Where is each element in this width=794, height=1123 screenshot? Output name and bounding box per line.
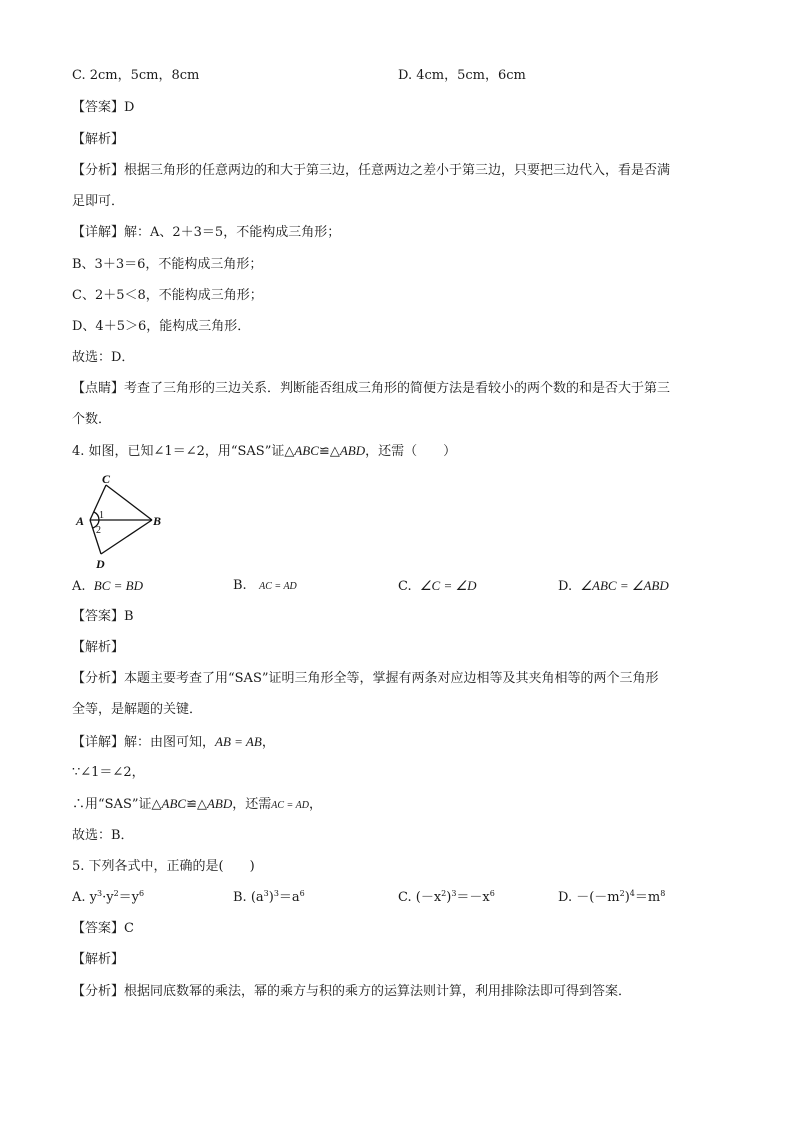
q4-stem-text: 4. 如图，已知∠1＝∠2，用“SAS”证 (72, 444, 285, 459)
q5-option-b: B. $(a^3)^3=a^6$ (233, 889, 305, 905)
q3-detail: 【详解】解：A、2＋3＝5，不能构成三角形； (72, 225, 341, 240)
label-b: B (153, 514, 162, 528)
q3-analysis-line2: 足即可． (72, 194, 125, 209)
q3-comment-line1: 【点睛】考查了三角形的三边关系．判断能否组成三角形的简便方法是看较小的两个数的和是否大于第三 (72, 381, 671, 396)
option-text: ∠ABC = ∠ABD (580, 578, 669, 593)
option-label: D. (558, 579, 573, 594)
option-label: C. (398, 579, 412, 594)
triangle-symbol: △ (151, 797, 162, 812)
label-angle-2: 2 (96, 525, 101, 536)
q4-because: ∵∠1＝∠2， (72, 765, 145, 780)
q5-option-c: C. $(-x^2)^3=-x^6$ (398, 889, 495, 905)
q3-option-d: D. 4cm，5cm，6cm (398, 68, 526, 83)
congruent-symbol: ≌△ (186, 797, 207, 812)
segment-cb (106, 485, 152, 520)
q5-stem: 5. 下列各式中，正确的是( ) (72, 859, 255, 874)
triangle-abc: ABC (294, 443, 319, 458)
equation: AB = AB (215, 734, 262, 749)
triangle-abd: ABD (206, 796, 233, 811)
triangle-abc: ABC (161, 796, 187, 811)
option-text: BC = BD (93, 578, 144, 593)
q4-option-c (398, 577, 477, 596)
q3-detail-c: C、2＋5＜8，不能构成三角形； (72, 288, 263, 303)
q4-choice: 故选：B． (72, 828, 134, 843)
triangle-symbol: △ (284, 444, 295, 459)
therefore-tail: ， (308, 797, 322, 812)
q3-detail-b: B、3＋3＝6，不能构成三角形； (72, 257, 263, 272)
q3-choice: 故选：D． (72, 350, 135, 365)
q4-analysis-line2: 全等，是解题的关键． (72, 702, 203, 717)
option-text: ∠C = ∠D (419, 578, 477, 593)
q3-answer: 【答案】D (72, 100, 135, 115)
q4-option-a (72, 577, 143, 596)
q4-jiexi-heading: 【解析】 (72, 640, 125, 655)
detail-text: 【详解】解：由图可知， (72, 735, 216, 750)
label-a: A (76, 514, 85, 528)
option-label: A. (72, 579, 86, 594)
q4-option-d (558, 577, 669, 596)
q4-detail (72, 733, 275, 752)
q5-jiexi-heading: 【解析】 (72, 952, 125, 967)
option-text: AC = AD (259, 581, 297, 592)
q3-option-c: C. 2cm，5cm，8cm (72, 68, 200, 83)
q3-analysis-line1: 【分析】根据三角形的任意两边的和大于第三边，任意两边之差小于第三边，只要把三边代入，看是否满 (72, 163, 671, 178)
congruent-symbol: ≌△ (318, 444, 340, 459)
q4-figure (72, 472, 164, 572)
triangle-abd: ABD (339, 443, 366, 458)
q4-stem-tail: ，还需（ ） (365, 444, 457, 459)
q4-analysis-line1: 【分析】本题主要考查了用“SAS”证明三角形全等，掌握有两条对应边相等及其夹角相等的两个三角形 (72, 671, 659, 686)
q3-comment-line2: 个数． (72, 412, 112, 427)
q4-option-b (233, 577, 297, 596)
q5-answer: 【答案】C (72, 921, 134, 936)
option-label: B. (233, 578, 247, 593)
label-angle-1: 1 (99, 510, 104, 521)
therefore-text: ∴用“SAS”证 (72, 797, 152, 812)
q5-option-a: A. $y^3\cdot y^2=y^6$ (72, 889, 145, 905)
q4-stem (72, 442, 456, 461)
therefore-mid: ，还需 (232, 797, 272, 812)
q3-jiexi-heading: 【解析】 (72, 132, 125, 147)
detail-tail: ， (261, 735, 275, 750)
equation: AC = AD (271, 800, 309, 811)
q4-therefore (72, 795, 322, 815)
q4-answer: 【答案】B (72, 609, 134, 624)
segment-db (101, 520, 152, 554)
q5-option-d: D. $-(-m^2)^4=m^8$ (558, 889, 666, 905)
q5-analysis: 【分析】根据同底数幂的乘法，幂的乘方与积的乘方的运算法则计算，利用排除法即可得到答案． (72, 984, 632, 999)
label-c: C (102, 472, 111, 486)
label-d: D (96, 557, 105, 571)
q3-detail-d: D、4＋5＞6，能构成三角形． (72, 319, 251, 334)
